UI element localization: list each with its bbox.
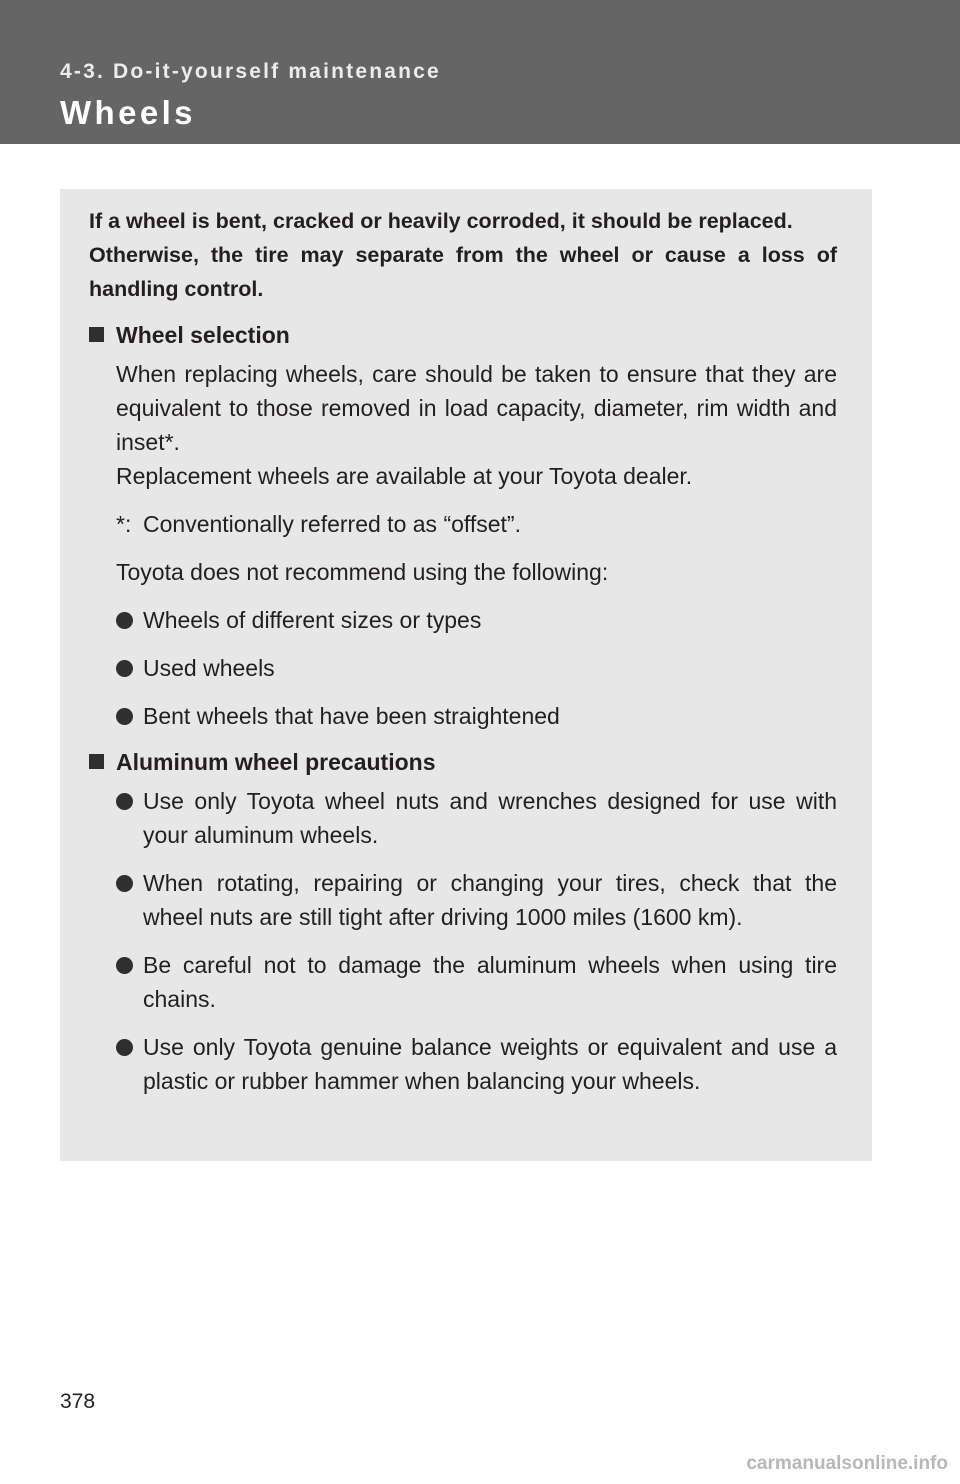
square-bullet-icon: [89, 327, 104, 342]
paragraph: Toyota does not recommend using the following:: [116, 559, 609, 585]
heading-label: Wheel selection: [116, 322, 290, 348]
page-title: Wheels: [60, 94, 196, 131]
square-bullet-icon: [89, 754, 104, 769]
round-bullet-icon: [116, 708, 133, 725]
list-item: [116, 948, 837, 1016]
footnote-mark: *:: [116, 511, 132, 537]
list-item-text: Use only Toyota genuine balance weights or equivalent and use a plastic or rubber hammer when balancing your wheels.: [143, 1034, 837, 1094]
paragraph: Replacement wheels are available at your Toyota dealer.: [116, 463, 693, 489]
list-item-text: Be careful not to damage the aluminum wheels when using tire chains.: [143, 952, 837, 1012]
list-item-text: When rotating, repairing or changing your tires, check that the wheel nuts are still tight after driving 1000 miles (1600 km).: [143, 870, 837, 930]
watermark: carmanualsonline.info: [746, 1453, 948, 1474]
caution-box: [60, 189, 872, 1161]
section-label: 4-3. Do-it-yourself maintenance: [60, 60, 441, 83]
wheel-selection-heading: [89, 318, 837, 352]
round-bullet-icon: [116, 875, 133, 892]
page-number: 378: [60, 1390, 96, 1413]
aluminum-precautions-heading: [89, 745, 837, 779]
page-header: [0, 0, 960, 144]
list-item: [116, 603, 837, 637]
list-item: [116, 699, 837, 733]
heading-label: Aluminum wheel precautions: [116, 749, 436, 775]
list-item-text: Used wheels: [143, 655, 275, 681]
list-item: [116, 651, 837, 685]
list-item: [116, 1030, 837, 1098]
list-item-text: Wheels of different sizes or types: [143, 607, 482, 633]
intro-text: If a wheel is bent, cracked or heavily corroded, it should be replaced.: [89, 209, 793, 233]
round-bullet-icon: [116, 793, 133, 810]
round-bullet-icon: [116, 957, 133, 974]
paragraph: When replacing wheels, care should be taken to ensure that they are equivalent to those removed in load capacity, diameter, rim width and inset*.: [116, 361, 837, 455]
footnote: [116, 507, 837, 541]
footnote-text: Conventionally referred to as “offset”.: [143, 511, 521, 537]
list-item: [116, 784, 837, 852]
round-bullet-icon: [116, 612, 133, 629]
intro-text: Otherwise, the tire may separate from the wheel or cause a loss of handling control.: [89, 243, 837, 301]
list-item: [116, 866, 837, 934]
round-bullet-icon: [116, 660, 133, 677]
list-item-text: Use only Toyota wheel nuts and wrenches designed for use with your aluminum wheels.: [143, 788, 837, 848]
list-item-text: Bent wheels that have been straightened: [143, 703, 560, 729]
round-bullet-icon: [116, 1039, 133, 1056]
